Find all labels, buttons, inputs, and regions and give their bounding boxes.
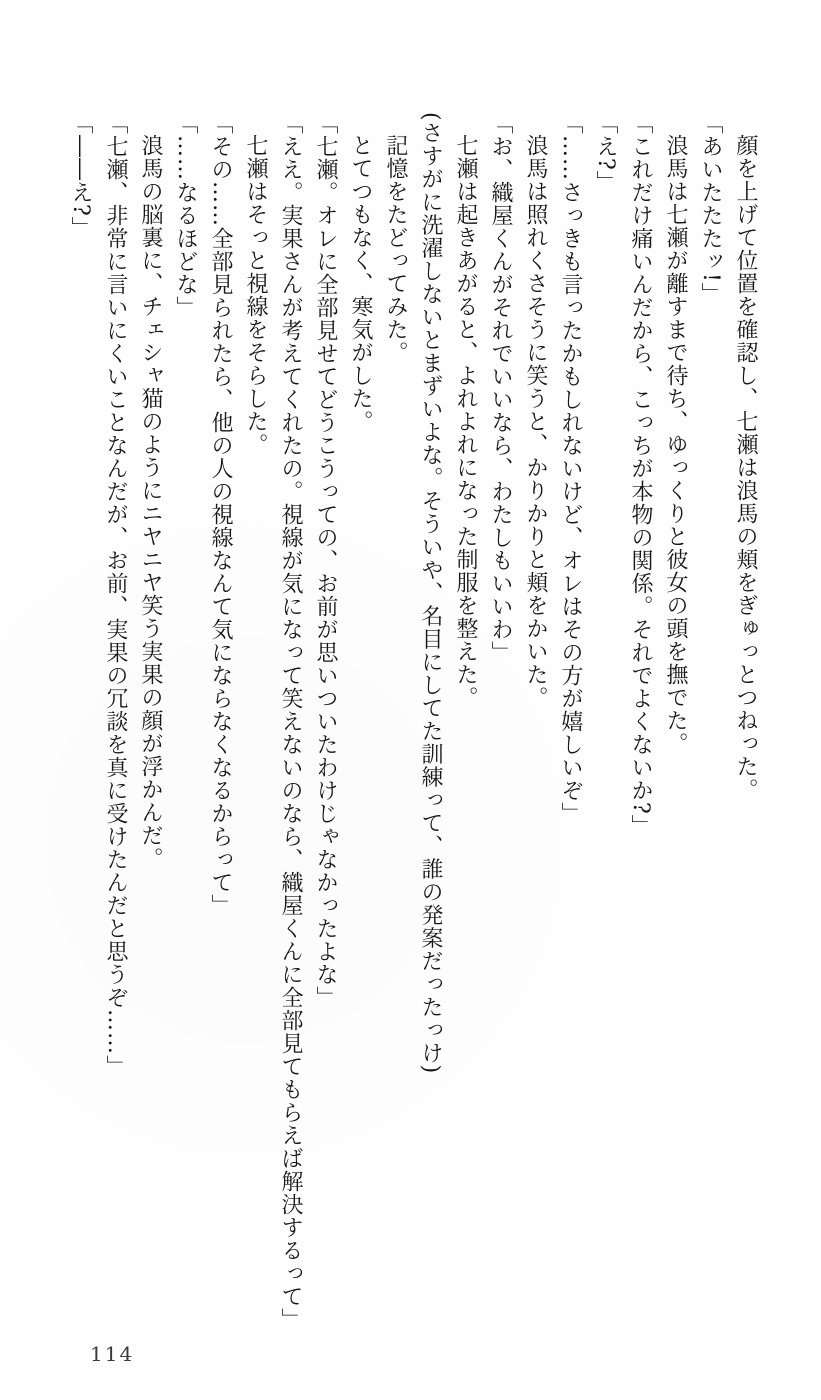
paragraph: 「……なるほどな」 bbox=[173, 112, 198, 319]
paragraph: 七瀬はそっと視線をそらした。 bbox=[243, 134, 268, 456]
paragraph: 記憶をたどってみた。 bbox=[383, 134, 408, 364]
paragraph: 「七瀬。オレに全部見せてどうこうっての、お前が思いついたわけじゃなかったよな」 bbox=[313, 112, 338, 1009]
paragraph: 浪馬は照れくさそうに笑うと、かりかりと頬をかいた。 bbox=[523, 134, 548, 709]
paragraph: (さすがに洗濯しないとまずいよな。そういや、名目にしてた訓練って、誰の発案だったっけ) bbox=[418, 112, 443, 1075]
paragraph: 「七瀬、非常に言いにくいことなんだが、お前、実果の冗談を真に受けたんだと思うぞ……」 bbox=[103, 112, 128, 1078]
paragraph: とてつもなく、寒気がした。 bbox=[348, 134, 373, 433]
paragraph: 顔を上げて位置を確認し、七瀬は浪馬の頬をぎゅっとつねった。 bbox=[733, 134, 758, 801]
paragraph: 「……さっきも言ったかもしれないけど、オレはその方が嬉しいぞ」 bbox=[558, 112, 583, 825]
paragraph: 「――え?」 bbox=[68, 112, 93, 240]
paragraph: 七瀬は起きあがると、よれよれになった制服を整えた。 bbox=[453, 134, 478, 709]
page-number: 114 bbox=[90, 1342, 135, 1366]
paragraph: 「これだけ痛いんだから、こっちが本物の関係。それでよくないか?」 bbox=[628, 112, 653, 838]
paragraph: 「ええ。実果さんが考えてくれたの。視線が気になって笑えないのなら、織屋くんに全部見てもらえば解決するって」 bbox=[278, 112, 303, 1331]
paragraph: 「お、織屋くんがそれでいいなら、わたしもいいわ」 bbox=[488, 112, 513, 664]
paragraph: 「その……全部見られたら、他の人の視線なんて気にならなくなるからって」 bbox=[208, 112, 233, 917]
paragraph: 浪馬の脳裏に、チェシャ猫のようにニヤニヤ笑う実果の顔が浮かんだ。 bbox=[138, 134, 163, 870]
vertical-text-block bbox=[63, 112, 763, 1331]
paragraph: 「え?」 bbox=[593, 112, 618, 194]
paragraph: 浪馬は七瀬が離すまで待ち、ゆっくりと彼女の頭を撫でた。 bbox=[663, 134, 688, 755]
paragraph: 「あいたたたッ!」 bbox=[698, 112, 723, 306]
